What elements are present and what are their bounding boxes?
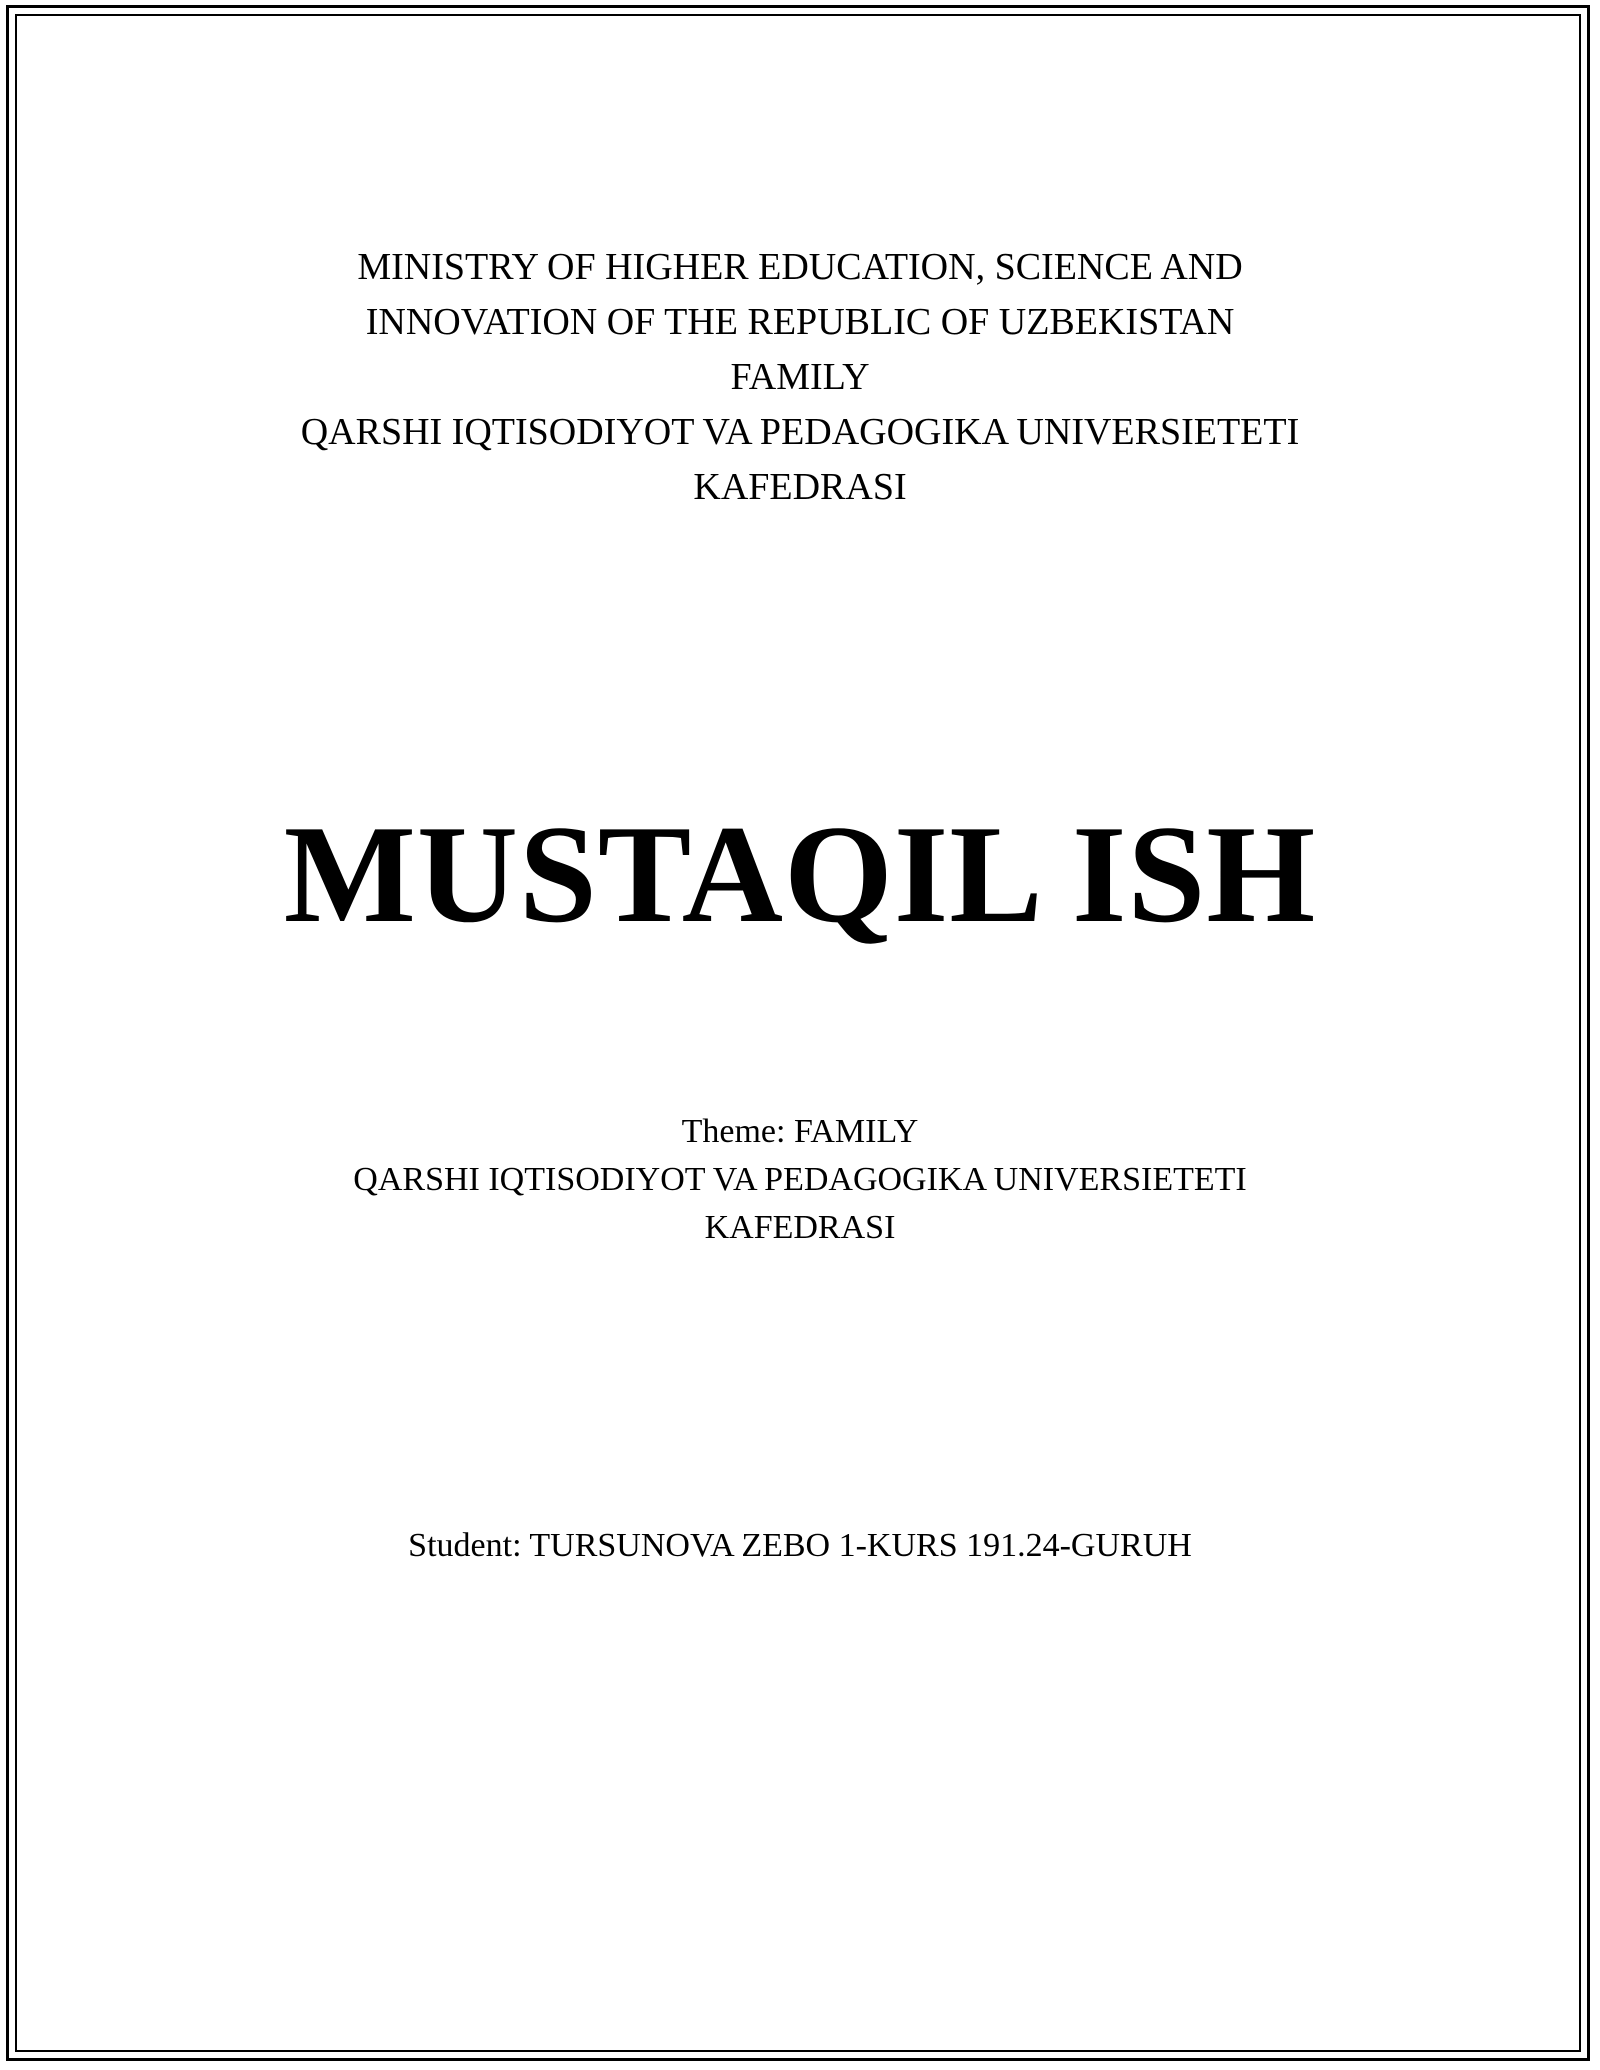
theme-department-line: KAFEDRASI	[704, 1209, 896, 1246]
department-line: KAFEDRASI	[693, 466, 907, 508]
student-info: Student: TURSUNOVA ZEBO 1-KURS 191.24-GURUH	[408, 1527, 1192, 1564]
theme-line: Theme: FAMILY	[681, 1113, 919, 1150]
ministry-line-2: INNOVATION OF THE REPUBLIC OF UZBEKISTAN	[365, 301, 1235, 343]
document-title: MUSTAQIL ISH	[283, 797, 1317, 952]
header-family-line: FAMILY	[730, 356, 870, 398]
university-line: QARSHI IQTISODIYOT VA PEDAGOGIKA UNIVERSIETETI	[300, 411, 1300, 453]
ministry-line-1: MINISTRY OF HIGHER EDUCATION, SCIENCE AND	[357, 246, 1243, 288]
institution-header	[0, 240, 1600, 515]
theme-university-line: QARSHI IQTISODIYOT VA PEDAGOGIKA UNIVERSIETETI	[353, 1161, 1247, 1198]
theme-section	[0, 1108, 1600, 1252]
